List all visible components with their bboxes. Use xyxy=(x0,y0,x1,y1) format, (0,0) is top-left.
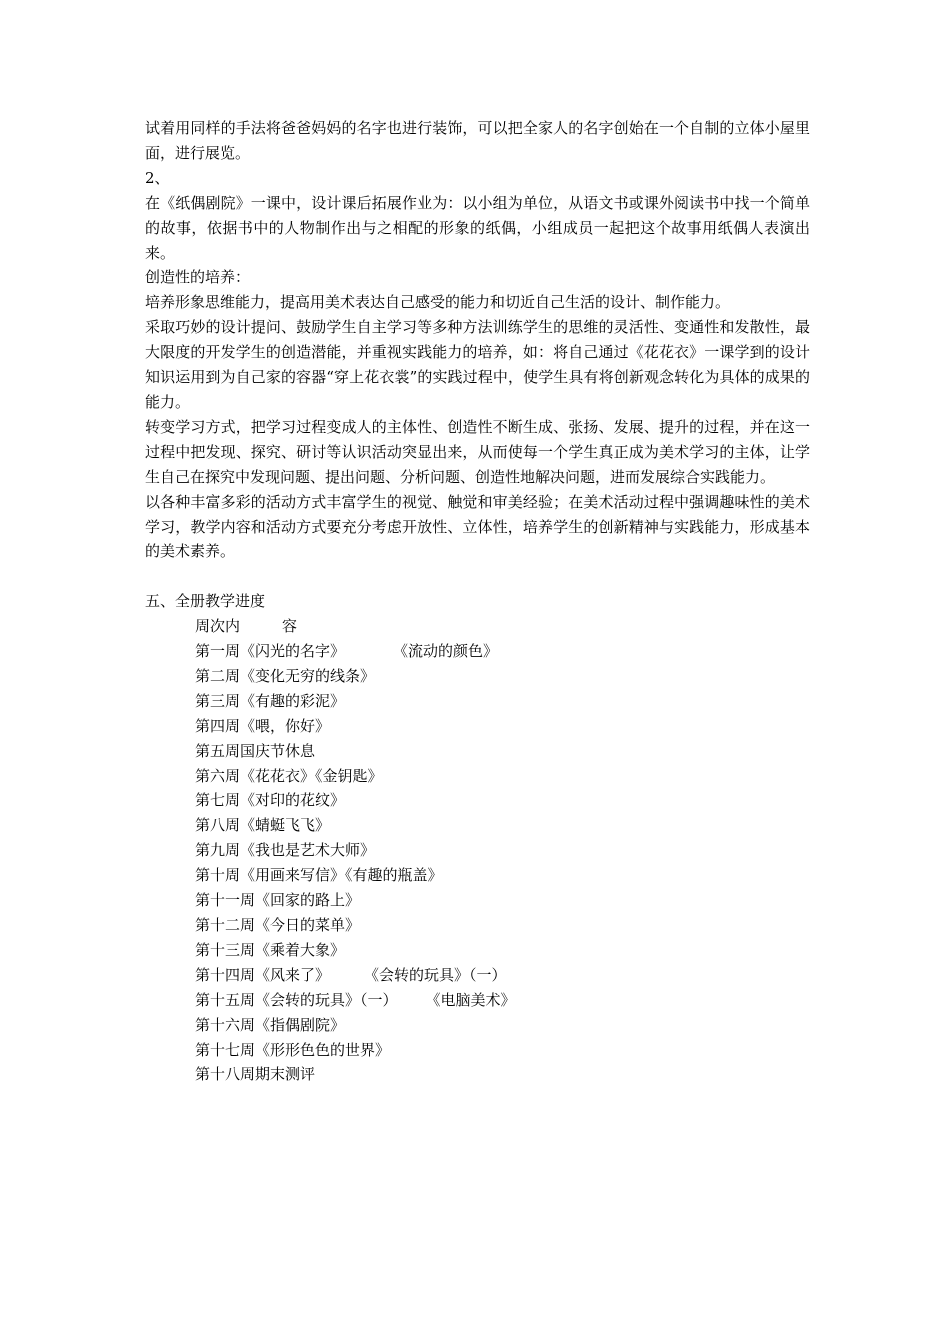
schedule-week-17 xyxy=(195,1038,810,1063)
paragraph-name-decoration: 试着用同样的手法将爸爸妈妈的名字也进行装饰，可以把全家人的名字创始在一个自制的立体小屋里面，进行展览。 xyxy=(145,119,810,162)
item-number-2: 2、 xyxy=(145,168,170,187)
schedule-week-12 xyxy=(195,913,810,938)
schedule-week-15 xyxy=(195,988,810,1013)
schedule-week-15-extra: 《电脑美术》 xyxy=(425,990,516,1009)
paragraph-design-questions: 采取巧妙的设计提问、鼓励学生自主学习等多种方法训练学生的思维的灵活性、变通性和发散性，最大限度的开发学生的创造潜能，并重视实践能力的培养，如：将自己通过《花花衣》一课学到的设计知识运用到为自己家的容器“穿上花衣裳”的实践过程中，使学生具有将创新观念转化为具体的成果的能力。 xyxy=(145,318,810,411)
schedule-week-14-extra: 《会转的玩具》（一） xyxy=(364,965,507,984)
schedule-week-8-main: 第八周《蜻蜓飞飞》 xyxy=(195,816,331,835)
schedule-week-4-main: 第四周《喂，你好》 xyxy=(195,716,331,735)
section-title-schedule: 五、全册教学进度 xyxy=(145,592,266,611)
paragraph-paper-puppet-theater: 在《纸偶剧院》一课中，设计课后拓展作业为：以小组为单位，从语文书或课外阅读书中找一个简单的故事，依据书中的人物制作出与之相配的形象的纸偶，小组成员一起把这个故事用纸偶人表演出来。 xyxy=(145,193,810,262)
schedule-week-8 xyxy=(195,813,810,838)
schedule-week-5 xyxy=(195,739,810,764)
schedule-week-17-main: 第十七周《形形色色的世界》 xyxy=(195,1040,391,1059)
schedule-week-1-main: 第一周《闪光的名字》 xyxy=(195,642,346,661)
schedule-week-6-main: 第六周《花花衣》《金钥匙》 xyxy=(195,766,383,785)
schedule-week-18 xyxy=(195,1062,810,1087)
heading-creativity-training: 创造性的培养： xyxy=(145,268,251,287)
schedule-week-16 xyxy=(195,1013,810,1038)
schedule-header-left: 周次内 xyxy=(195,617,241,636)
schedule-week-3 xyxy=(195,689,810,714)
schedule-week-14 xyxy=(195,963,810,988)
blank-line xyxy=(145,564,810,589)
schedule-week-16-main: 第十六周《指偶剧院》 xyxy=(195,1015,346,1034)
schedule-week-10 xyxy=(195,863,810,888)
schedule-week-7-main: 第七周《对印的花纹》 xyxy=(195,791,346,810)
schedule-week-13 xyxy=(195,938,810,963)
schedule-week-11-main: 第十一周《回家的路上》 xyxy=(195,891,361,910)
schedule-week-13-main: 第十三周《乘着大象》 xyxy=(195,940,346,959)
schedule-week-6 xyxy=(195,764,810,789)
schedule-week-11 xyxy=(195,888,810,913)
schedule-week-3-main: 第三周《有趣的彩泥》 xyxy=(195,691,346,710)
schedule-header-right: 容 xyxy=(282,617,298,636)
schedule-week-14-main: 第十四周《风来了》 xyxy=(195,965,331,984)
schedule-list xyxy=(195,614,810,1087)
schedule-week-1-extra: 《流动的颜色》 xyxy=(393,642,499,661)
schedule-week-7 xyxy=(195,788,810,813)
schedule-week-9 xyxy=(195,838,810,863)
schedule-header xyxy=(195,614,810,639)
schedule-week-1 xyxy=(195,639,810,664)
schedule-week-4 xyxy=(195,714,810,739)
document-page xyxy=(145,116,810,1087)
schedule-week-15-main: 第十五周《会转的玩具》（一） xyxy=(195,990,398,1009)
paragraph-activities: 以各种丰富多彩的活动方式丰富学生的视觉、触觉和审美经验；在美术活动过程中强调趣味性的美术学习，教学内容和活动方式要充分考虑开放性、立体性，培养学生的创新精神与实践能力，形成基本的美术素养。 xyxy=(145,492,810,561)
schedule-week-2-main: 第二周《变化无穷的线条》 xyxy=(195,666,376,685)
paragraph-learning-style: 转变学习方式，把学习过程变成人的主体性、创造性不断生成、张扬、发展、提升的过程，并在这一过程中把发现、探究、研讨等认识活动突显出来，从而使每一个学生真正成为美术学习的主体，让学生自己在探究中发现问题、提出问题、分析问题、创造性地解决问题，进而发展综合实践能力。 xyxy=(145,417,810,486)
schedule-week-18-main: 第十八周期末测评 xyxy=(195,1065,316,1084)
schedule-week-10-main: 第十周《用画来写信》《有趣的瓶盖》 xyxy=(195,866,443,885)
schedule-week-9-main: 第九周《我也是艺术大师》 xyxy=(195,841,376,860)
schedule-week-12-main: 第十二周《今日的菜单》 xyxy=(195,915,361,934)
schedule-week-2 xyxy=(195,664,810,689)
schedule-week-5-main: 第五周国庆节休息 xyxy=(195,741,316,760)
paragraph-image-thinking: 培养形象思维能力，提高用美术表达自己感受的能力和切近自己生活的设计、制作能力。 xyxy=(145,293,731,312)
